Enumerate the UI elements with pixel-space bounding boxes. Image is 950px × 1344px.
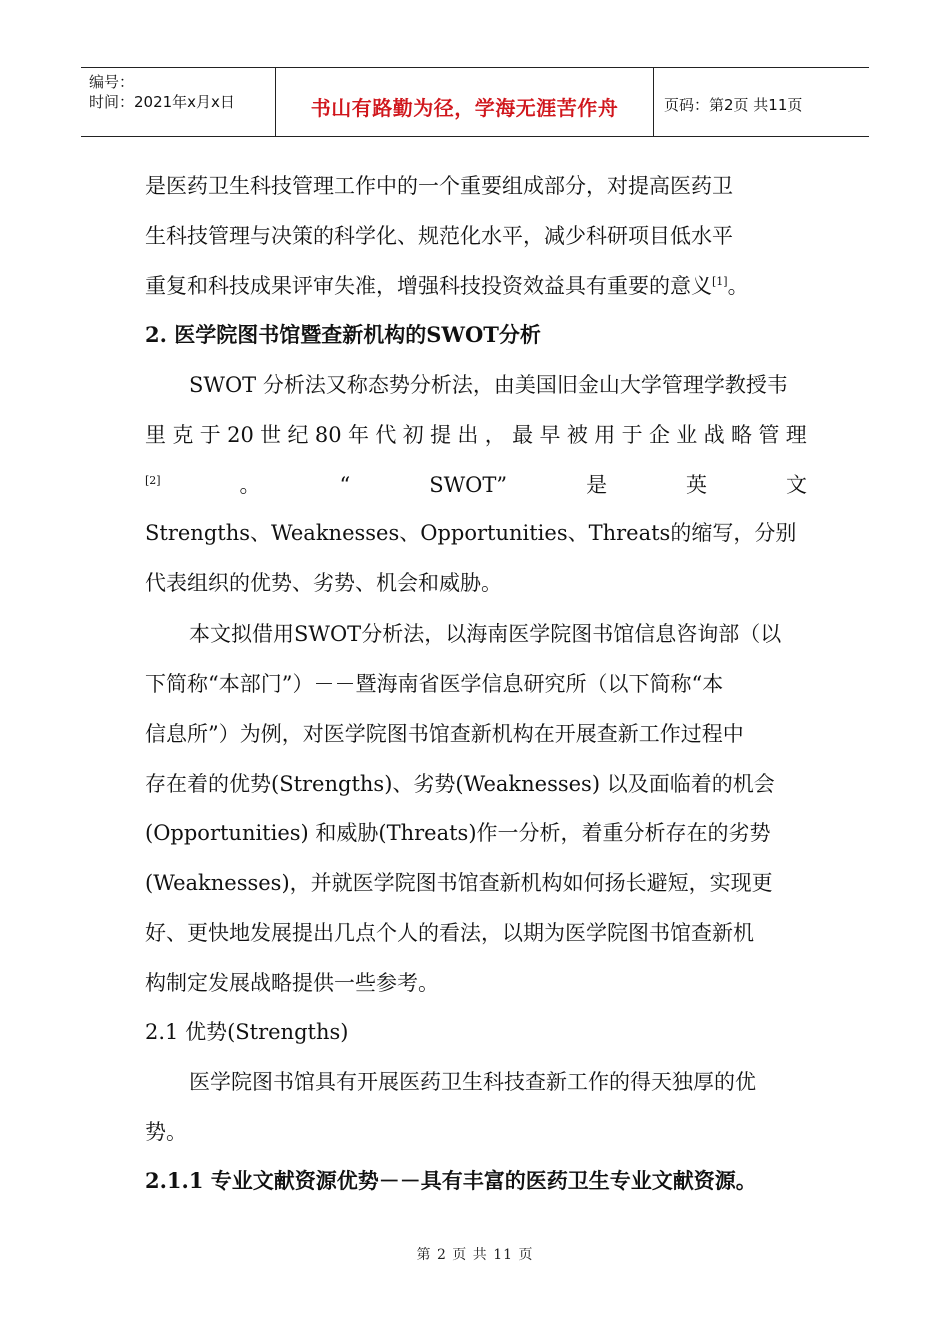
paragraph-line: (Opportunities) 和威胁(Threats)作一分析，着重分析存在的劣势 <box>145 821 771 845</box>
justified-token: ， <box>484 423 506 447</box>
justified-token: 纪 <box>287 423 309 447</box>
justified-token: 是 <box>586 473 608 497</box>
citation-ref: [1] <box>712 275 728 288</box>
justified-token: 80 <box>314 423 342 447</box>
paragraph-line: 生科技管理与决策的科学化、规范化水平，减少科研项目低水平 <box>145 224 733 248</box>
page-header <box>81 67 869 137</box>
justified-token: 于 <box>621 423 643 447</box>
section-heading-2-1: 2.1 优势(Strengths) <box>145 1020 349 1044</box>
paragraph-line: 本文拟借用SWOT分析法，以海南医学院图书馆信息咨询部（以 <box>189 622 782 646</box>
page-footer: 第 2 页 共 11 页 <box>416 1247 534 1263</box>
justified-line <box>145 470 807 500</box>
paragraph-line: 势。 <box>145 1120 187 1144</box>
paragraph-line: 是医药卫生科技管理工作中的一个重要组成部分，对提高医药卫 <box>145 174 733 198</box>
header-page-label: 页码：第2页 共11页 <box>664 96 803 114</box>
justified-token: 出 <box>457 423 479 447</box>
justified-token: 于 <box>199 423 221 447</box>
justified-token: 年 <box>347 423 369 447</box>
justified-token: 业 <box>676 423 698 447</box>
justified-token: 世 <box>260 423 282 447</box>
paragraph-line: 好、更快地发展提出几点个人的看法，以期为医学院图书馆查新机 <box>145 921 754 945</box>
justified-token: 被 <box>566 423 588 447</box>
justified-line <box>145 420 807 450</box>
doc-number-label: 编号： <box>89 73 135 91</box>
justified-token: 初 <box>402 423 424 447</box>
justified-token: SWOT” <box>429 473 508 497</box>
paragraph-line: Strengths、Weaknesses、Opportunities、Threats的缩写，分别 <box>145 521 797 545</box>
paragraph-line: 信息所”）为例，对医学院图书馆查新机构在开展查新工作过程中 <box>145 722 744 746</box>
justified-token: 理 <box>785 423 807 447</box>
justified-token: 文 <box>786 473 807 497</box>
paragraph-line: 构制定发展战略提供一些参考。 <box>145 971 439 995</box>
paragraph-line <box>145 271 749 301</box>
paragraph-line: 存在着的优势(Strengths)、劣势(Weaknesses) 以及面临着的机会 <box>145 772 775 796</box>
section-heading-2: 2. 医学院图书馆暨查新机构的SWOT分析 <box>145 322 541 347</box>
justified-token: 英 <box>686 473 708 497</box>
doc-date-label: 时间：2021年x月x日 <box>89 93 235 111</box>
justified-token: 企 <box>648 423 670 447</box>
justified-token: 。 <box>239 473 261 497</box>
justified-token: 提 <box>430 423 452 447</box>
header-motto-cell <box>276 68 654 136</box>
justified-token: 早 <box>539 423 561 447</box>
paragraph-line: 代表组织的优势、劣势、机会和威胁。 <box>145 571 502 595</box>
paragraph-text: 。 <box>727 274 749 298</box>
justified-token: 管 <box>758 423 780 447</box>
justified-token: 代 <box>375 423 397 447</box>
paragraph-text: 重复和科技成果评审失准，增强科技投资效益具有重要的意义 <box>145 274 712 298</box>
header-page-cell <box>654 68 869 136</box>
justified-token: 里 <box>145 423 166 447</box>
justified-token: 最 <box>512 423 534 447</box>
citation-ref: [2] <box>145 474 161 487</box>
justified-token: 用 <box>594 423 616 447</box>
paragraph-line: SWOT 分析法又称态势分析法，由美国旧金山大学管理学教授韦 <box>189 373 788 397</box>
header-motto: 书山有路勤为径，学海无涯苦作舟 <box>310 96 619 120</box>
paragraph-line: 医学院图书馆具有开展医药卫生科技查新工作的得天独厚的优 <box>189 1070 756 1094</box>
justified-token: 20 <box>227 423 254 447</box>
section-heading-2-1-1: 2.1.1 专业文献资源优势－－具有丰富的医药卫生专业文献资源。 <box>145 1168 757 1193</box>
justified-token: “ <box>339 473 351 497</box>
header-info-cell <box>81 68 276 136</box>
justified-token: 战 <box>703 423 725 447</box>
paragraph-line: (Weaknesses)，并就医学院图书馆查新机构如何扬长避短，实现更 <box>145 871 773 895</box>
justified-token: 略 <box>731 423 753 447</box>
justified-token: 克 <box>172 423 194 447</box>
paragraph-line: 下简称“本部门”）－－暨海南省医学信息研究所（以下简称“本 <box>145 672 724 696</box>
